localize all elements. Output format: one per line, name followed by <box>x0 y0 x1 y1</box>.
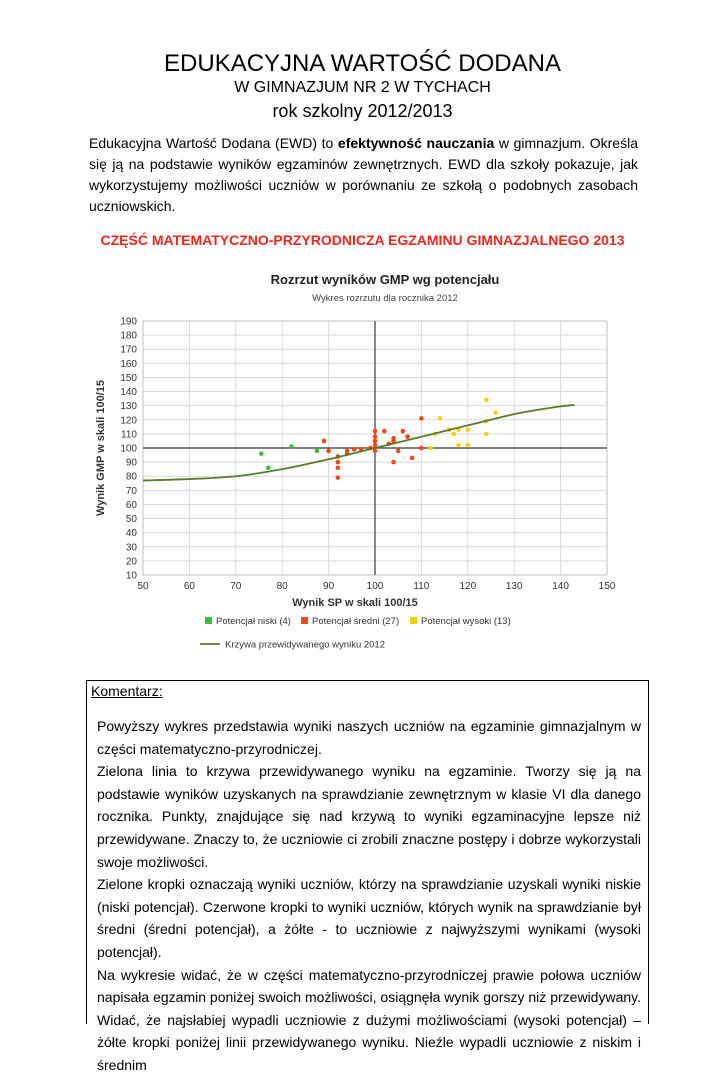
y-tick-label: 20 <box>125 556 137 568</box>
y-axis-label: Wynik GMP w skali 100/15 <box>95 380 107 516</box>
section-title: CZĘŚĆ MATEMATYCZNO-PRZYRODNICZA EGZAMINU GIMNAZJALNEGO 2013 <box>100 232 625 248</box>
x-tick-label: 50 <box>137 581 149 592</box>
x-tick-label: 110 <box>413 581 430 592</box>
legend-label: Potencjał wysoki (13) <box>421 616 511 627</box>
data-point <box>452 432 457 437</box>
intro-text-2: w gimnazjum. Określa się ją na podstawie wyników egzaminów zewnętrznych. EWD dla szkoły pokazuje, jak wykorzystujemy możliwości uczniów w porównaniu ze szkołą o podobnych zasobach uczniowskich. <box>89 135 638 214</box>
x-tick-label: 90 <box>323 581 335 592</box>
x-tick-label: 80 <box>276 581 288 592</box>
y-tick-label: 40 <box>125 528 137 540</box>
chart-subtitle: Wykres rozrzutu dla rocznika 2012 <box>312 293 458 304</box>
data-point <box>336 475 341 480</box>
data-point <box>419 446 424 451</box>
data-point <box>456 443 461 448</box>
legend-swatch <box>205 617 212 624</box>
data-point <box>391 460 396 465</box>
x-tick-label: 140 <box>552 581 569 592</box>
legend-label: Potencjał niski (4) <box>216 616 291 627</box>
scatter-chart <box>80 262 640 662</box>
intro-bold: efektywność nauczania <box>337 135 495 151</box>
y-tick-label: 170 <box>120 344 137 356</box>
y-tick-label: 70 <box>125 485 137 497</box>
data-point <box>322 439 327 444</box>
data-point <box>401 429 406 434</box>
legend-label: Potencjał średni (27) <box>312 616 400 627</box>
data-point <box>336 460 341 465</box>
y-tick-label: 140 <box>120 387 137 399</box>
y-tick-label: 10 <box>125 570 137 582</box>
legend-label: Krzywa przewidywanego wyniku 2012 <box>225 639 385 651</box>
data-point <box>352 447 357 452</box>
data-point <box>466 427 471 432</box>
data-point <box>289 444 294 449</box>
comment-body <box>97 715 641 1077</box>
intro-text-1: Edukacyjna Wartość Dodana (EWD) to <box>89 135 338 151</box>
data-point <box>419 416 424 421</box>
legend-swatch <box>301 617 308 624</box>
data-point <box>382 429 387 434</box>
prediction-curve <box>143 405 575 480</box>
chart-title: Rozrzut wyników GMP wg potencjału <box>270 272 500 287</box>
data-point <box>438 416 443 421</box>
x-tick-label: 130 <box>505 581 523 592</box>
data-point <box>484 432 489 437</box>
comment-label: Komentarz: <box>91 683 163 699</box>
comment-paragraph: Zielona linia to krzywa przewidywanego wyniku na egzaminie. Tworzy się ją na podstawie wyników uzyskanych na sprawdzianie zewnętrznym w klasie VI dla danego rocznika. Punkty, znajdujące się nad krzywą to wyniki egzaminacyjne lepsze niż przewidywane. Znaczy to, że uczniowie ci zrobili znaczne postępy i dobrze wykorzystali swoje możliwości. <box>97 763 641 870</box>
data-point <box>493 410 498 415</box>
y-tick-label: 120 <box>120 415 137 427</box>
school-name: W GIMNAZJUM NR 2 W TYCHACH <box>234 79 491 96</box>
x-tick-label: 120 <box>459 581 477 592</box>
y-tick-label: 60 <box>125 499 137 511</box>
x-tick-label: 100 <box>366 581 384 592</box>
data-point <box>259 451 264 456</box>
y-tick-label: 180 <box>120 330 137 342</box>
y-tick-label: 150 <box>120 372 137 384</box>
x-tick-label: 60 <box>183 581 195 592</box>
data-point <box>410 456 415 461</box>
x-tick-label: 70 <box>230 581 242 592</box>
data-point <box>326 449 331 454</box>
data-point <box>266 465 271 470</box>
intro-paragraph <box>89 133 638 217</box>
y-tick-label: 160 <box>120 358 137 370</box>
comment-paragraph: Zielone kropki oznaczają wyniki uczniów, którzy na sprawdzianie uzyskali wyniki niskie (niski potencjał). Czerwone kropki to wyniki uczniów, których wynik na sprawdzianie był średni (średni potencjał), a żółte - to uczniowie z najwyższymi wynikami (wysoki potencjał). <box>97 876 641 960</box>
data-point <box>373 434 378 439</box>
y-tick-label: 110 <box>121 429 137 441</box>
data-point <box>484 398 489 403</box>
data-point <box>405 434 410 439</box>
y-tick-label: 90 <box>125 457 137 469</box>
data-point <box>315 449 320 454</box>
x-tick-label: 150 <box>598 581 616 592</box>
y-tick-label: 130 <box>120 401 137 413</box>
comment-paragraph: Na wykresie widać, że w części matematyczno-przyrodniczej prawie połowa uczniów napisała egzamin poniżej swoich możliwości, osiągnęła wynik gorszy niż przewidywany. Widać, że najsłabiej wypadli uczniowie z dużymi możliwościami (wysoki potencjał) – żółte kropki poniżej linii przewidywanego wyniku. Nieźle wypadli uczniowie z niskim i średnim <box>97 966 641 1073</box>
data-point <box>373 439 378 444</box>
y-tick-label: 100 <box>120 443 137 455</box>
x-axis-label: Wynik SP w skali 100/15 <box>292 597 418 609</box>
y-tick-label: 50 <box>125 514 137 526</box>
data-point <box>428 446 433 451</box>
comment-box <box>86 680 649 1073</box>
page-title: EDUKACYJNA WARTOŚĆ DODANA <box>164 50 561 77</box>
y-tick-label: 80 <box>125 471 137 483</box>
y-tick-label: 190 <box>120 316 137 328</box>
data-point <box>336 465 341 470</box>
comment-paragraph: Powyższy wykres przedstawia wyniki naszych uczniów na egzaminie gimnazjalnym w części matematyczno-przyrodniczej. <box>97 718 641 757</box>
school-year: rok szkolny 2012/2013 <box>272 101 453 121</box>
y-tick-label: 30 <box>125 542 137 554</box>
data-point <box>373 429 378 434</box>
data-point <box>466 443 471 448</box>
legend-swatch <box>410 617 417 624</box>
data-point <box>396 449 401 454</box>
